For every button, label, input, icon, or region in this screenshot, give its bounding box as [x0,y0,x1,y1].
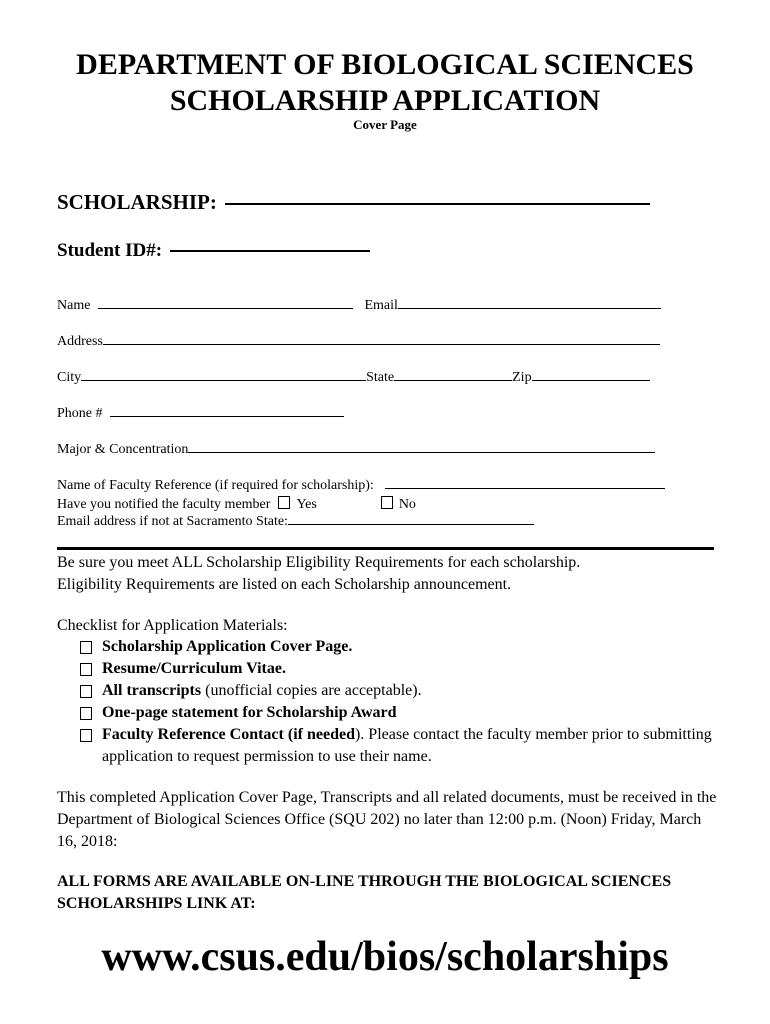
address-row [57,334,660,350]
student-id-field [57,240,370,262]
email-not-sac-label: Email address if not at Sacramento State: [57,514,288,529]
scholarships-url[interactable]: www.csus.edu/bios/scholarships [101,934,669,980]
email-label: Email [364,298,398,313]
name-email-row [57,298,661,314]
email-input-line[interactable] [398,307,661,309]
name-label: Name [57,298,91,313]
forms-available-note: ALL FORMS ARE AVAILABLE ON-LINE THROUGH THE BIOLOGICAL SCIENCES SCHOLARSHIPS LINK AT: [57,873,672,912]
eligibility-line-2: Eligibility Requirements are listed on each Scholarship announcement. [57,576,512,593]
checklist-item: Faculty Reference Contact (if needed). Please contact the faculty member prior to submitting application to request permission to use their name. [80,724,720,768]
section-divider [57,547,714,550]
phone-input-line[interactable] [110,415,344,417]
checklist-item: Scholarship Application Cover Page. [80,636,720,658]
name-input-line[interactable] [98,307,353,309]
zip-input-line[interactable] [532,379,650,381]
department-title: DEPARTMENT OF BIOLOGICAL SCIENCES [76,48,694,81]
checklist-checkbox[interactable] [80,663,92,676]
student-id-label: Student ID#: [57,240,163,261]
notified-row [57,496,416,513]
faculty-reference-input-line[interactable] [385,487,665,489]
address-input-line[interactable] [103,343,660,345]
city-input-line[interactable] [81,379,366,381]
major-label: Major & Concentration [57,442,189,457]
zip-label: Zip [512,370,532,385]
deadline-note: This completed Application Cover Page, Transcripts and all related documents, must be received in the Department of Biological Sciences Office (SQU 202) no later than 12:00 p.m. (Noon) Friday, March 16, 2018: [57,789,717,850]
phone-label: Phone # [57,406,103,421]
email-not-sac-row [57,514,534,530]
state-input-line[interactable] [394,379,512,381]
checklist-checkbox[interactable] [80,707,92,720]
yes-label: Yes [296,497,317,512]
checklist-checkbox[interactable] [80,641,92,654]
checklist-item: Resume/Curriculum Vitae. [80,658,720,680]
state-label: State [366,370,395,385]
eligibility-note [57,552,717,596]
notified-label: Have you notified the faculty member [57,497,271,512]
scholarship-label: SCHOLARSHIP: [57,190,217,214]
student-id-input-line[interactable] [170,249,370,252]
scholarship-input-line[interactable] [225,202,650,205]
city-state-zip-row [57,370,650,386]
checklist [80,636,720,768]
city-label: City [57,370,82,385]
checklist-item: All transcripts (unofficial copies are acceptable). [80,680,720,702]
checklist-checkbox[interactable] [80,685,92,698]
eligibility-line-1: Be sure you meet ALL Scholarship Eligibility Requirements for each scholarship. [57,554,581,571]
no-checkbox[interactable] [381,496,393,509]
checklist-item: One-page statement for Scholarship Award [80,702,720,724]
yes-checkbox[interactable] [278,496,290,509]
address-label: Address [57,334,103,349]
application-title: SCHOLARSHIP APPLICATION [169,84,601,117]
faculty-reference-label: Name of Faculty Reference (if required for scholarship): [57,478,374,493]
faculty-reference-row [57,478,665,494]
email-not-sac-input-line[interactable] [288,523,534,525]
phone-row [57,406,344,422]
cover-page-subtitle: Cover Page [353,117,417,132]
major-input-line[interactable] [188,451,655,453]
checklist-checkbox[interactable] [80,729,92,742]
checklist-title: Checklist for Application Materials: [57,617,288,634]
no-label: No [398,497,416,512]
major-row [57,442,655,458]
scholarship-field [57,190,650,215]
